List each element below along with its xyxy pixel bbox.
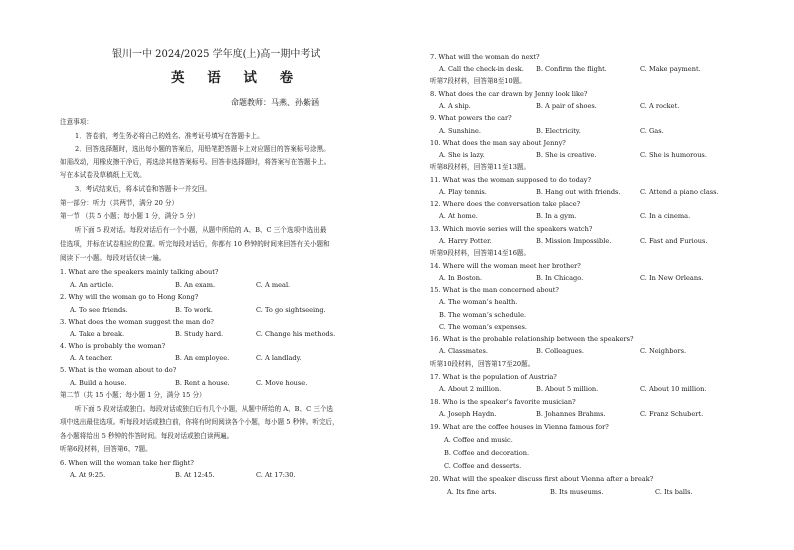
material-cue: 听第6段材料，回答第6、7题。 bbox=[60, 445, 152, 453]
exam-title: 银川一中 2024/2025 学年度(上)高一期中考试 bbox=[112, 49, 321, 60]
option-b: B. The woman’s schedule. bbox=[439, 311, 527, 319]
option-c: C. The woman’s expenses. bbox=[439, 323, 528, 331]
option-b: B. In a gym. bbox=[536, 212, 577, 220]
option-a: A. Joseph Haydn. bbox=[439, 410, 497, 418]
option-a: A. Sunshine. bbox=[439, 127, 481, 135]
section-heading: 第二节（共 15 小题；每小题 1 分，满分 15 分） bbox=[60, 391, 206, 399]
option-c: C. About 10 million. bbox=[640, 385, 707, 393]
option-b: B. To work. bbox=[175, 306, 213, 314]
instruction-line: 各小题将给出 5 秒钟的作答时间。每段对话或独白读两遍。 bbox=[60, 432, 234, 440]
option-a: A. Take a break. bbox=[70, 330, 125, 338]
section-heading: 第一节 （共 5 小题；每小题 1 分，满分 5 分） bbox=[60, 212, 200, 220]
question-9: 9. What powers the car? bbox=[430, 114, 512, 122]
option-b: B. An employee. bbox=[175, 354, 230, 362]
question-12: 12. Where does the conversation take place? bbox=[430, 200, 581, 208]
option-b: B. Hang out with friends. bbox=[536, 188, 621, 196]
subject-title: 英 语 试 卷 bbox=[171, 70, 303, 86]
option-a: A. An article. bbox=[70, 281, 114, 289]
question-15: 15. What is the man concerned about? bbox=[430, 286, 559, 294]
option-c: C. Coffee and desserts. bbox=[444, 462, 522, 470]
question-10: 10. What does the man say about Jenny? bbox=[430, 139, 566, 147]
option-c: C. In a cinema. bbox=[640, 212, 691, 220]
question-7: 7. What will the woman do next? bbox=[430, 53, 540, 61]
option-a: A. A teacher. bbox=[70, 354, 113, 362]
material-cue: 听第9段材料，回答第14至16题。 bbox=[430, 249, 531, 257]
option-b: B. About 5 million. bbox=[536, 385, 599, 393]
option-b: B. Study hard. bbox=[175, 330, 224, 338]
option-a: A. Play tennis. bbox=[439, 188, 487, 196]
option-c: C. Fast and Furious. bbox=[640, 237, 708, 245]
option-c: C. Make payment. bbox=[640, 65, 701, 73]
option-c: C. Neighbors. bbox=[640, 347, 687, 355]
option-b: B. She is creative. bbox=[536, 151, 597, 159]
instruction-line: 听下面 5 段对话或独白。每段对话或独白后有几个小题，从题中所给的 A、B、C 三个选 bbox=[75, 405, 334, 413]
material-cue: 听第7段材料，回答第8至10题。 bbox=[430, 77, 526, 85]
option-a: A. Call the check-in desk. bbox=[439, 65, 524, 73]
notes-heading: 注意事项： bbox=[60, 118, 93, 126]
option-c: C. Move house. bbox=[256, 379, 308, 387]
option-b: B. An exam. bbox=[175, 281, 216, 289]
option-c: C. She is humorous. bbox=[640, 151, 707, 159]
option-c: C. A meal. bbox=[256, 281, 291, 289]
option-a: A. Harry Potter. bbox=[439, 237, 492, 245]
option-b: B. Colleagues. bbox=[536, 347, 584, 355]
option-a: A. About 2 million. bbox=[439, 385, 502, 393]
question-20: 20. What will the speaker discuss first about Vienna after a break? bbox=[430, 475, 654, 483]
option-b: B. Coffee and decoration. bbox=[444, 449, 530, 457]
option-c: C. To go sightseeing. bbox=[256, 306, 326, 314]
part-heading: 第一部分：听力（共两节，满分 20 分） bbox=[60, 199, 179, 207]
option-b: B. Its museums. bbox=[550, 488, 604, 496]
option-a: A. At 9:25. bbox=[70, 471, 106, 479]
option-c: C. Attend a piano class. bbox=[640, 188, 719, 196]
option-b: B. In Chicago. bbox=[536, 274, 584, 282]
note-line: 2．回答选择题时，选出每小题的答案后，用铅笔把答题卡上对应题目的答案标号涂黑。 bbox=[75, 145, 330, 153]
option-a: A. Coffee and music. bbox=[444, 436, 513, 444]
option-a: A. Classmates. bbox=[439, 347, 489, 355]
question-14: 14. Where will the woman meet her brother? bbox=[430, 262, 581, 270]
question-8: 8. What does the car drawn by Jenny look like? bbox=[430, 90, 588, 98]
question-11: 11. What was the woman supposed to do today? bbox=[430, 176, 592, 184]
question-17: 17. What is the population of Austria? bbox=[430, 373, 557, 381]
material-cue: 听第10段材料，回答第17至20题。 bbox=[430, 360, 535, 368]
question-18: 18. Who is the speaker’s favorite musician? bbox=[430, 398, 576, 406]
question-16: 16. What is the probable relationship between the speakers? bbox=[430, 335, 634, 343]
option-a: A. At home. bbox=[439, 212, 478, 220]
author-line: 命题教师：马燕、孙紫涵 bbox=[231, 98, 319, 107]
option-a: A. The woman’s health. bbox=[439, 298, 518, 306]
option-c: C. Franz Schubert. bbox=[640, 410, 704, 418]
option-b: B. Rent a house. bbox=[175, 379, 230, 387]
option-a: A. Its fine arts. bbox=[447, 488, 497, 496]
option-a: A. She is lazy. bbox=[439, 151, 485, 159]
option-a: A. In Boston. bbox=[439, 274, 483, 282]
option-a: A. To see friends. bbox=[70, 306, 128, 314]
instruction-line: 佳选项，并标在试卷相应的位置。听完每段对话后，你都有 10 秒钟的时间来回答有关小题和 bbox=[60, 240, 330, 248]
option-c: C. Its balls. bbox=[655, 488, 693, 496]
right-column bbox=[397, 0, 794, 550]
option-b: B. Mission Impossible. bbox=[536, 237, 612, 245]
option-b: B. Confirm the flight. bbox=[536, 65, 607, 73]
note-line: 如需改动，用橡皮擦干净后，再选涂其他答案标号。回答非选择题时，将答案写在答题卡上。 bbox=[60, 158, 331, 166]
note-line: 写在本试卷及草稿纸上无效。 bbox=[60, 171, 146, 179]
material-cue: 听第8段材料，回答第11至13题。 bbox=[430, 163, 531, 171]
option-a: A. A ship. bbox=[439, 102, 471, 110]
option-c: C. A landlady. bbox=[256, 354, 302, 362]
question-2: 2. Why will the woman go to Hong Kong? bbox=[60, 293, 199, 301]
question-19: 19. What are the coffee houses in Vienna famous for? bbox=[430, 423, 609, 431]
option-b: B. Electricity. bbox=[536, 127, 581, 135]
option-c: C. Gas. bbox=[640, 127, 664, 135]
option-b: B. Johannes Brahms. bbox=[536, 410, 606, 418]
question-3: 3. What does the woman suggest the man do? bbox=[60, 318, 214, 326]
instruction-line: 听下面 5 段对话。每段对话后有一个小题，从题中所给的 A、B、C 三个选项中选出最 bbox=[75, 226, 327, 234]
option-c: C. At 17:30. bbox=[256, 471, 296, 479]
option-c: C. In New Orleans. bbox=[640, 274, 704, 282]
option-a: A. Build a house. bbox=[70, 379, 127, 387]
instruction-line: 阅读下一小题。每段对话仅读一遍。 bbox=[60, 254, 166, 262]
note-line: 1．答卷前，考生务必将自己的姓名、准考证号填写在答题卡上。 bbox=[75, 132, 264, 140]
option-c: C. Change his methods. bbox=[256, 330, 336, 338]
note-line: 3．考试结束后，将本试卷和答题卡一并交回。 bbox=[75, 185, 212, 193]
instruction-line: 项中选出最佳选项。听每段对话或独白前，你将有时间阅读各个小题，每小题 5 秒钟。听完后， bbox=[60, 418, 339, 426]
option-c: C. A rocket. bbox=[640, 102, 680, 110]
question-5: 5. What is the woman about to do? bbox=[60, 366, 177, 374]
option-b: B. At 12:45. bbox=[175, 471, 215, 479]
option-b: B. A pair of shoes. bbox=[536, 102, 597, 110]
question-4: 4. Who is probably the woman? bbox=[60, 342, 166, 350]
question-1: 1. What are the speakers mainly talking about? bbox=[60, 268, 219, 276]
question-13: 13. Which movie series will the speakers watch? bbox=[430, 225, 593, 233]
question-6: 6. When will the woman take her flight? bbox=[60, 459, 194, 467]
